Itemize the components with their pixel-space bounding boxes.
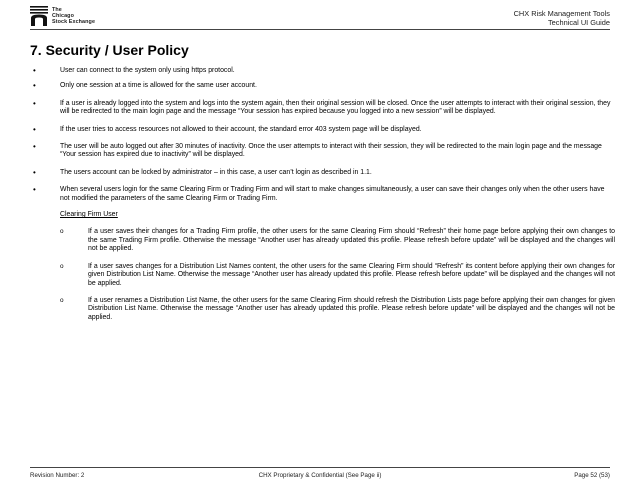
clearing-firm-item: o If a user saves changes for a Distribution List Names content, the other users for the same Clearing Firm should “Refresh” its content before applying their own changes for given Distribution List Name. Otherwise the message “Another user has already updated this profile. Please refresh before update” will be displayed and the changes will not be applied. [60, 263, 615, 288]
clearing-firm-item: o If a user renames a Distribution List Name, the other users for the same Clearing Firm should refresh the Distribution Lists page before applying their own changes for given Distribution List Name. Otherwise the message “Another user has already updated this profile. Please refresh before update” will be displayed and the changes will not be applied. [60, 297, 615, 322]
page-number: Page 52 (53) [574, 472, 610, 479]
document-title-line2: Technical UI Guide [547, 18, 610, 27]
confidential-notice: CHX Proprietary & Confidential (See Page ii) [258, 472, 382, 479]
logo-line: Stock Exchange [52, 19, 96, 25]
policy-item-text: When several users login for the same Clearing Firm or Trading Firm and will start to make changes simultaneously, a user can save their changes only when the other users have not modified the parameters of the same Clearing Firm or Trading Firm. [60, 186, 605, 202]
policy-item: • If the user tries to access resources not allowed to their account, the standard error 403 system page will be displayed. [30, 126, 615, 134]
clearing-firm-item: o If a user saves their changes for a Trading Firm profile, the other users for the same Clearing Firm should “Refresh” their home page before applying their own changes to the same Trading Firm profile. Otherwise the message “Another user has already updated this profile. Please refresh before update” will be displayed and the changes will not be applied. [60, 228, 615, 253]
clearing-firm-list [60, 228, 615, 322]
logo-line: Chicago [52, 13, 74, 19]
footer-rule [30, 467, 610, 468]
logo-wordmark [52, 7, 95, 25]
policy-item-concurrency [30, 186, 615, 322]
policy-item: • The users account can be locked by administrator – in this case, a user can’t login as described in 1.1. [30, 169, 615, 177]
policy-item: • The user will be auto logged out after 30 minutes of inactivity. Once the user attempts to interact with their session, they will be redirected to the main login page and the message “Your session has expired due to inactivity” will be displayed. [30, 143, 615, 160]
section-title: 7. Security / User Policy [30, 42, 189, 58]
logo-line: The [52, 7, 62, 13]
policy-item: • User can connect to the system only using https protocol. [30, 67, 615, 75]
policy-list [30, 67, 615, 331]
document-title-line1: CHX Risk Management Tools [513, 9, 610, 18]
header-rule [30, 29, 610, 30]
revision-number: Revision Number: 2 [30, 472, 85, 479]
policy-item: • Only one session at a time is allowed for the same user account. [30, 82, 615, 90]
document-title [514, 9, 610, 27]
policy-item: • If a user is already logged into the system and logs into the system again, then their original session will be closed. Once the user attempts to interact with their original session, they will be redirected to the main login page and the message “Your session has expired because you logged into a new session” will be displayed. [30, 100, 615, 117]
clearing-firm-heading: Clearing Firm User [60, 211, 118, 219]
chx-arch-icon [30, 6, 48, 26]
chx-logo [30, 6, 112, 28]
